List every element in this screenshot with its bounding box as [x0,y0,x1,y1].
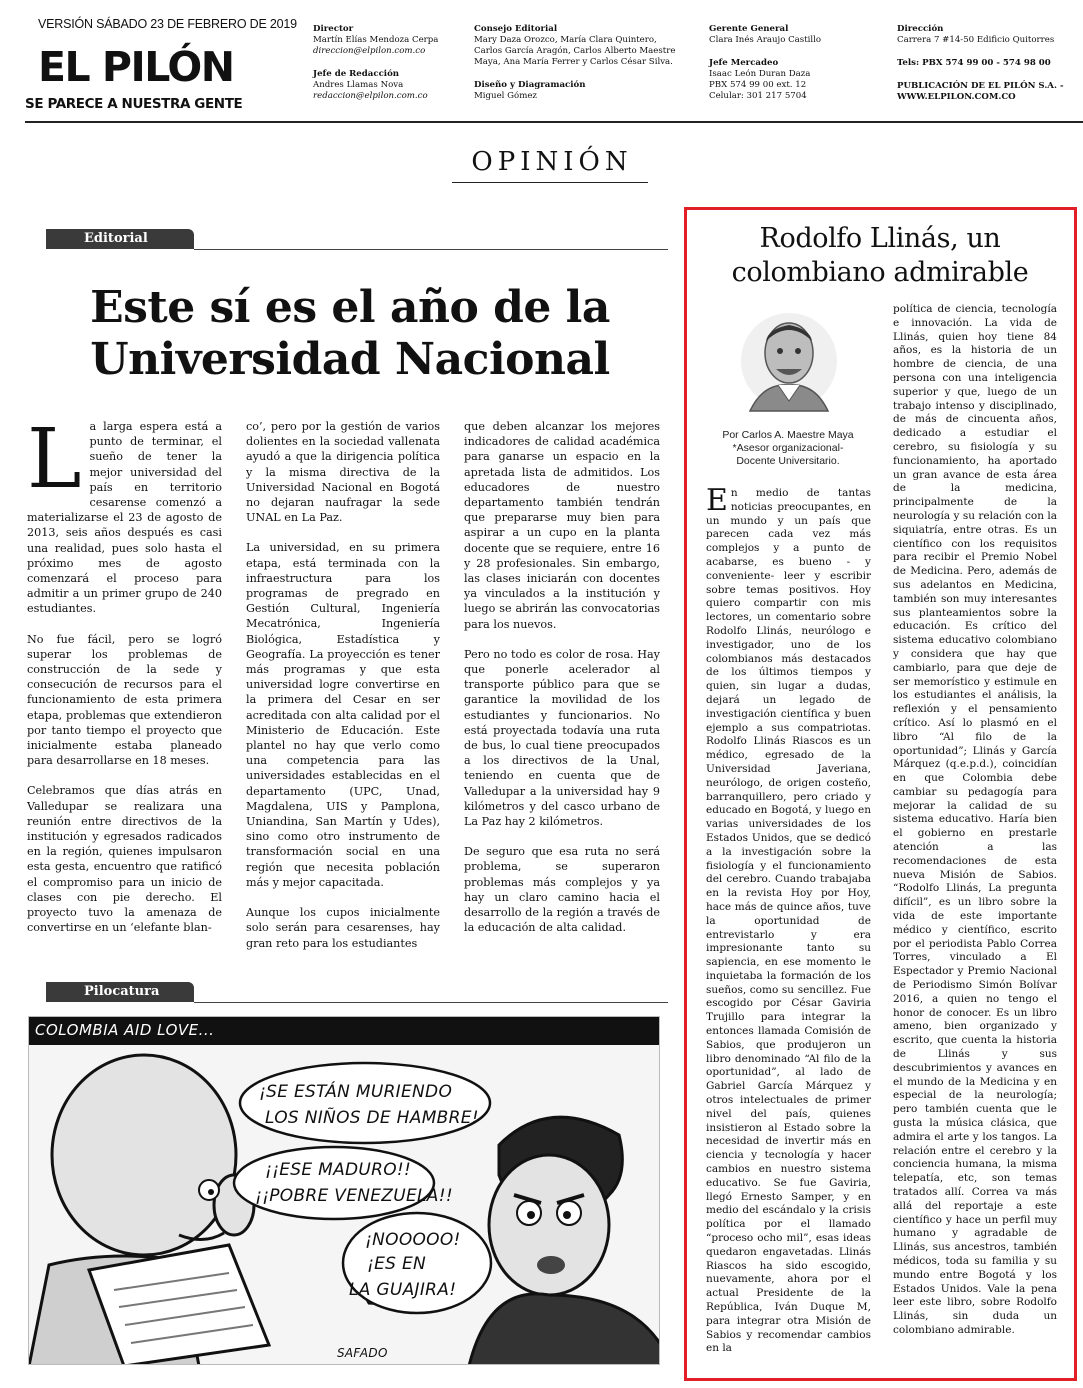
masthead-divider [25,121,1083,123]
staff-column-direccion [897,24,1064,103]
staff-name: Carlos García Aragón, Carlos Alberto Maestre [474,46,676,56]
bubble-text: LOS NIÑOS DE HAMBRE! [265,1108,479,1128]
staff-phone: PBX 574 99 00 ext. 12 [709,80,807,90]
cartoon-strip [29,1017,660,1045]
cartoon[interactable] [28,1016,660,1365]
newspaper-logo[interactable]: EL PILÓN [38,43,234,91]
byline-line: Por Carlos A. Maestre Maya [722,429,854,441]
paragraph: En medio de tantas noticias preocupantes, en un mundo y un país que parecen cada vez más complejos y a punto de acabarse, es bueno - y conveniente- leer y escribir sobre temas positivos. Hoy quiero compartir con mis lectores, un comentario sobre Rodolfo Llinás, neurólogo e investigador, uno de los colombianos más destacados de los últimos tiempos y quien, sin lugar a dudas, dejará un legado de investigación científica y buen ejemplo a sus compatriotas. Rodolfo Llinás Riascos es un médico, egresado de la Universidad Javeriana, neurólogo, de origen costeño, barranquillero, pero criado y educado en Bogotá, y luego en varias universidades de los Estados Unidos, que se dedicó a la investigación sobre la fisiología y el funcionamiento del cerebro. Cuando trabajaba en la revista Hoy por Hoy, hace más de quince años, tuve la oportunidad de entrevistarlo y era impresionante tanto su sapiencia, en ese momento le inquietaba la formación de los sueños, como su sencillez. Fue escogido por César Gaviria Trujillo para integrar la entonces llamada Comisión de Sabios, que produjeron un libro denominado “Al filo de la oportunidad”, al lado de Gabriel García Márquez y otros intelectuales de primer nivel del país, quienes insistieron al Estado sobre la necesidad de invertir más en ciencia y tecnología y hacer cambios en nuestro sistema educativo. Se fue Gaviria, llegó Ernesto Samper, y en medio del escándalo y la crisis política por el llamado “proceso ocho mil”, esas ideas quedaron engavetadas. Llinás Riascos ha sido escogido, nuevamente, ahora por el actual Presidente de la República, Iván Duque M, para integrar otra Misión de Sabios y recomendar cambios en la [706,483,871,1355]
staff-role: Dirección [897,24,944,34]
staff-name: Miguel Gómez [474,91,537,101]
edition-date: VERSIÓN SÁBADO 23 DE FEBRERO DE 2019 [38,17,297,31]
staff-role: Gerente General [709,24,789,34]
paragraph: No fue fácil, pero se logró superar los problemas de construcción de la sede y consecución de recursos para el funcionamiento de esta primera etapa, problemas que extendieron por tanto tiempo el proyecto que inicialmente estaba planeado para desarrollarse en 18 meses. [27,632,222,768]
paragraph: Celebramos que días atrás en Valledupar se realizara una reunión entre directivos de la institución y egresados radicados en la región, quienes impulsaron esta gesta, encuentro que ratificó el compromiso para un inicio de clases con pie derecho. El proyecto tuvo la amenaza de convertirse en un ‘elefante blan- [27,784,222,935]
headline-line: Universidad Nacional [90,334,610,385]
staff-column-director [313,24,438,102]
section-underline [452,182,648,183]
staff-role: Jefe de Redacción [313,69,400,79]
staff-name: Andres Llamas Nova [313,80,404,90]
opinion-column-left [706,483,871,1356]
website-link[interactable]: WWW.ELPILON.COM.CO [897,92,1016,102]
opinion-column-right [893,303,1057,1338]
paragraph: Pero no todo es color de rosa. Hay que ponerle acelerador al transporte público para que se garantice la movilidad de los estudiantes y funcionarios. No está proyectada todavía una ruta de bus, lo cual tiene preocupados a los directivos de la Unal, teniendo en cuenta que de Valledupar a la universidad hay 9 kilómetros y del casco urbano de La Paz hay 2 kilómetros. [464,647,660,829]
opinion-title [690,222,1070,290]
staff-column-consejo [474,24,675,102]
cartoon-title: COLOMBIA AID LOVE... [35,1021,215,1039]
pilocatura-tag: Pilocatura [46,982,194,1002]
drop-cap: E [706,483,728,518]
editorial-rule [194,249,668,250]
byline-line: *Asesor organizacional- [732,442,844,454]
paragraph: La universidad, en su primera etapa, está terminada con la infraestructura para los programas de pregrado en Gestión Cultural, Ingeniería Mecatrónica, Ingeniería Biológica, Estadística y Geografía. La proyección es tener más programas y que esta universidad logre convertirse en la primera del Cesar en ser acreditada con alta calidad por el Ministerio de Educación. Este plantel no hay que verlo como una competencia para las universidades establecidas en el departamento (UPC, Unad, Magdalena, UIS y Pamplona, Uniandina, San Martín y Udes), sino como otro instrumento de transformación social en una región que necesita población más y mejor capacitada. [246,541,440,889]
paragraph: La larga espera está a punto de terminar, el sueño de tener la mejor universidad del país en territorio cesarense comenzó a materializarse el 23 de agosto de 2013, seis años después es casi una realidad, pues solo hasta el próximo mes de agosto comenzará el proceso para admitir a un primer grupo de 240 estudiantes. [27,412,222,616]
masthead [0,0,1083,125]
speech-bubble-2 [234,1147,434,1219]
pilocatura-rule [194,1002,668,1003]
bubble-text: ¡¡POBRE VENEZUELA!! [255,1186,453,1206]
paragraph: De seguro que esa ruta no será problema, se superaron problemas más complejos y ya hay un claro camino hacia el desarrollo de la región a través de la educación de alta calidad. [464,845,660,935]
cartoon-drawing [29,1045,660,1365]
phones: Tels: PBX 574 99 00 - 574 98 00 [897,58,1051,68]
staff-email[interactable]: direccion@elpilon.com.co [313,46,426,56]
staff-role: Consejo Editorial [474,24,558,34]
paragraph: que deben alcanzar los mejores indicadores de calidad académica para ganarse un espacio en la apretada lista de admitidos. Los educadores de nuestro departamento también tendrán que prepararse muy bien para aspirar a un cupo en la planta docente que se requiere, entre 16 y 28 profesionales. Sin embargo, las clases iniciarán con docentes ya vinculados a la institución y luego se abrirán las convocatorias para los nuevos. [464,420,660,631]
bald-man-head [52,1055,236,1255]
paragraph: política de ciencia, tecnología e innovación. La vida de Llinás, quien hoy tiene 84 años, es la historia de un hombre de ciencia, de una persona con una inteligencia superior y que, luego de un trabajo intenso y disciplinado, de más de cincuenta años, dedicado a estudiar el cerebro, su fisiología y su funcionamiento, ha aportado un gran avance de esta área de la medicina, principalmente de la neurología y su relación con la siquiatría, entre otras. Es un científico con los requisitos para recibir el Premio Nobel de Medicina. Pero, además de sus adelantos en Medicina, también son muy interesantes sus planteamientos sobre la educación. Es crítico del sistema educativo colombiano y considera que hay que cambiarlo, para que deje de ser memorístico y estimule en los estudiantes el análisis, la reflexión y el pensamiento crítico. Así lo plasmó en el libro “Al filo de la oportunidad”; Llinás y García Márquez (q.e.p.d.), coincidían en que Colombia debe cambiar su pedagogía para mejorar la calidad de su sistema educativo. Haría bien el gobierno en prestarle atención a las recomendaciones de esta nueva Misión de Sabios. “Rodolfo Llinás, La pregunta difícil”, es un libro sobre la vida de este importante médico y científico, escrito por el periodista Pablo Correa Torres, vinculado a El Espectador y Premio Nacional de Periodismo Simón Bolívar 2016, a quien no tengo el honor de conocer. Es un libro ameno, bien organizado y escrito, que cuenta la historia de Llinás y sus descubrimientos y avances en el mundo de la Medicina y en especial de la neurología; pero también cuenta que le gusta la música clásica, que admira el arte y los tangos. La relación entre el cerebro y la conciencia humana, la misma telepatía, etc, son temas tratados allí. Correa va más allá del reportaje a este científico y hace un perfil muy humano y agradable de Llinás, sus ancestros, también médicos, toda su familia y su mundo entre Bogotá y los Estados Unidos. Vale la pena leer este libro, sobre Rodolfo Llinás, sin duda un colombiano admirable. [893,303,1057,1336]
author-portrait [738,311,840,421]
title-line: Rodolfo Llinás, un [759,223,1001,254]
author-byline [700,429,876,468]
bubble-text: ¡ES EN [367,1254,427,1274]
section-title: OPINIÓN [471,147,633,177]
staff-name: Maya, Ana María Ferrer y Carlos César Silva. [474,57,673,67]
bubble-text: ¡NOOOOO! [365,1230,461,1250]
editorial-column-2 [246,419,440,951]
newspaper-tagline: SE PARECE A NUESTRA GENTE [25,96,243,112]
publisher: PUBLICACIÓN DE EL PILÓN S.A. - [897,81,1064,91]
staff-phone: Celular: 301 217 5704 [709,91,807,101]
staff-name: Mary Daza Orozco, María Clara Quintero, [474,35,657,45]
staff-role: Jefe Mercadeo [709,58,779,68]
address: Carrera 7 #14-50 Edificio Quitorres [897,35,1055,45]
staff-name: Clara Inés Araujo Castillo [709,35,822,45]
staff-column-gerencia [709,24,821,102]
editorial-column-3 [464,419,660,936]
bubble-text: LA GUAJIRA! [349,1280,457,1300]
staff-name: Martín Elías Mendoza Cerpa [313,35,439,45]
staff-role: Diseño y Diagramación [474,80,586,90]
paragraph: Aunque los cupos inicialmente solo serán para cesarenses, hay gran reto para los estudiantes [246,906,440,950]
editorial-column-1 [27,412,222,936]
angry-man-head [489,1155,609,1295]
speech-bubble-1 [240,1063,490,1143]
bubble-text: ¡SE ESTÁN MURIENDO [259,1082,453,1102]
byline-line: Docente Universitario. [736,455,840,467]
editorial-tag: Editorial [46,229,194,249]
headline-line: Este sí es el año de la [90,282,610,333]
staff-email[interactable]: redaccion@elpilon.com.co [313,91,428,101]
paragraph: co’, pero por la gestión de varios dolientes en la sociedad vallenata ayudó a que la dirigencia política y la misma directiva de la Universidad Nacional en Bogotá no dejaran naufragar la sede UNAL en La Paz. [246,420,440,525]
title-line: colombiano admirable [731,257,1029,288]
drop-cap: L [27,412,82,507]
editorial-headline [30,282,670,386]
bubble-text: ¡¡ESE MADURO!! [265,1160,412,1180]
staff-name: Isaac León Duran Daza [709,69,811,79]
cartoonist-signature: SAFADO [337,1346,388,1360]
staff-role: Director [313,24,354,34]
